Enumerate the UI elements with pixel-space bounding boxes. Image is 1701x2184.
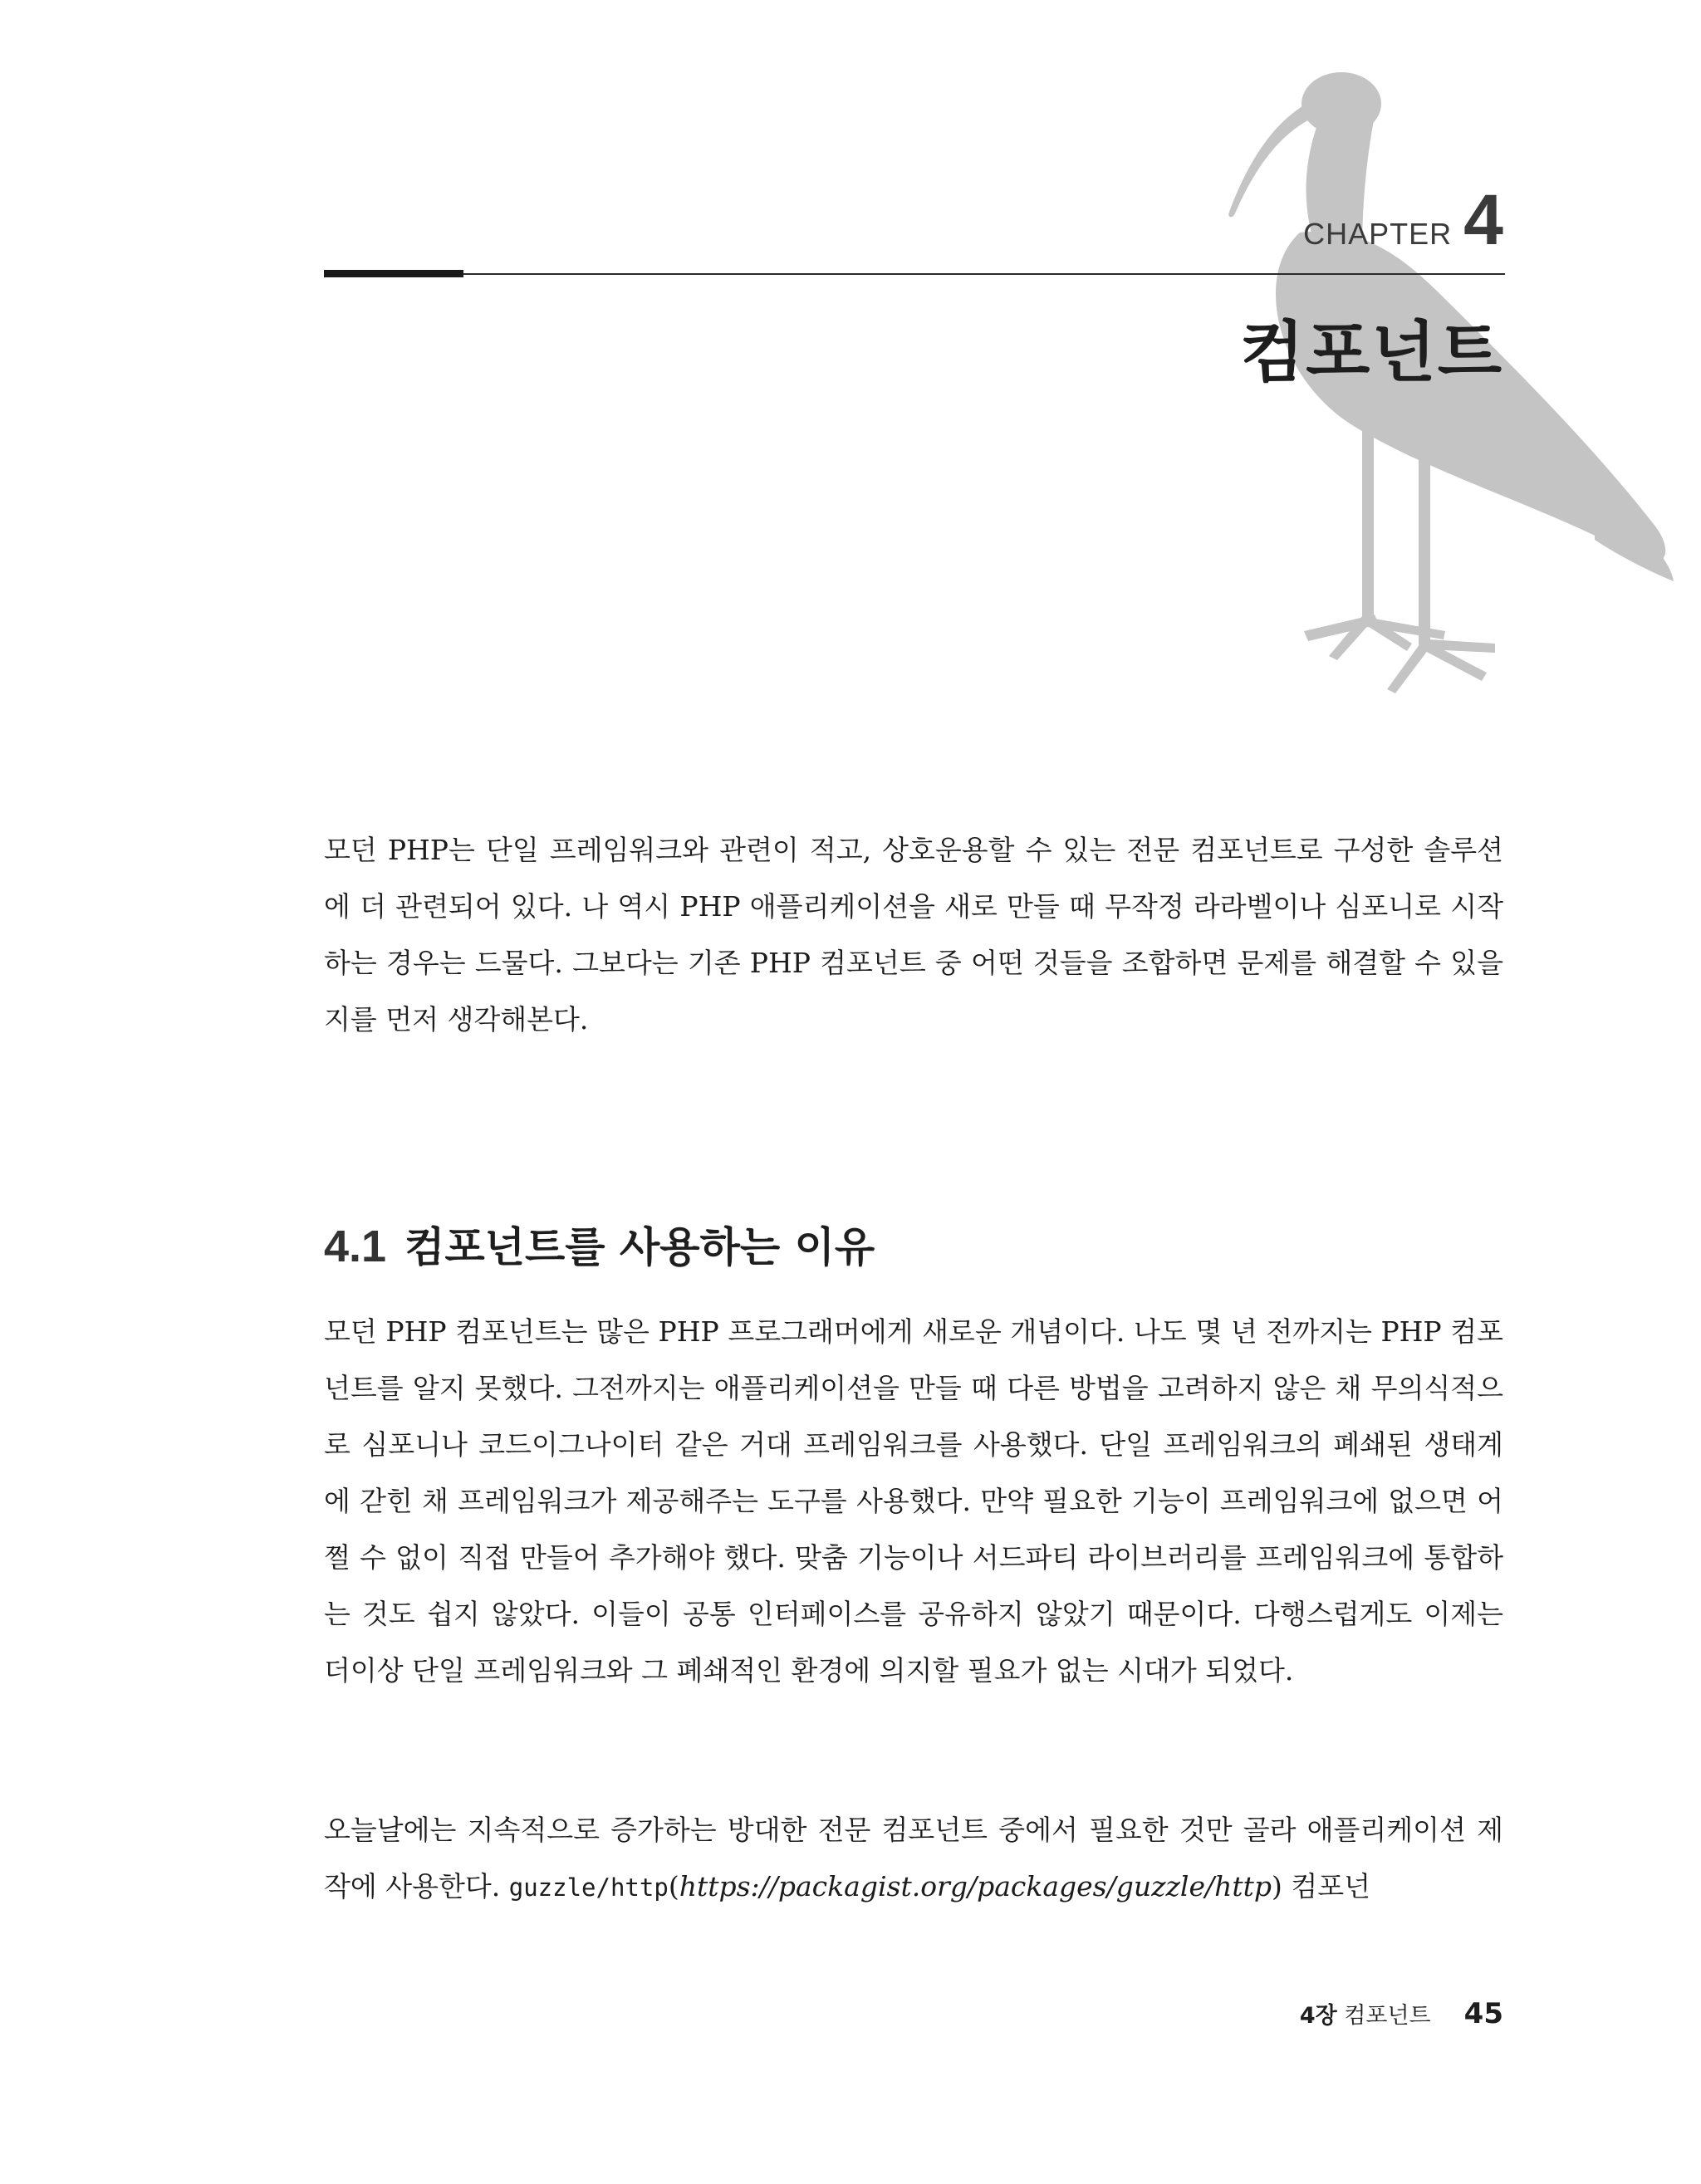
section-body <box>324 1304 1503 1699</box>
chapter-rule-accent <box>324 270 463 277</box>
section-title-text: 컴포넌트를 사용하는 이유 <box>404 1223 875 1271</box>
footer-chapter-title: 컴포넌트 <box>1344 2003 1431 2029</box>
paragraph-2-end: 컴포넌 <box>1282 1870 1370 1902</box>
paragraph-2-start: 오늘날에는 지속적으로 증가하는 방대한 전문 컴포넌트 중에서 필요한 것만 골라 애플리케이션 제작에 사용한다. <box>324 1814 1503 1902</box>
code-package-name: guzzle/http <box>508 1873 669 1902</box>
intro-section <box>324 822 1503 1048</box>
footer-chapter-number: 4장 <box>1299 2003 1337 2029</box>
section-body-continued <box>324 1802 1503 1916</box>
section-paragraph-1: 모던 PHP 컴포넌트는 많은 PHP 프로그래머에게 새로운 개념이다. 나도 몇 년 전까지는 PHP 컴포넌트를 알지 못했다. 그전까지는 애플리케이션을 만들 때 다른 방법을 고려하지 않은 채 무의식적으로 심포니나 코드이그나이터 같은 거대 프레임워크를 사용했다. 단일 프레임워크의 폐쇄된 생태계에 갇힌 채 프레임워크가 제공해주는 도구를 사용했다. 만약 필요한 기능이 프레임워크에 없으면 어쩔 수 없이 직접 만들어 추가해야 했다. 맞춤 기능이나 서드파티 라이브러리를 프레임워크에 통합하는 것도 쉽지 않았다. 이들이 공통 인터페이스를 공유하지 않았기 때문이다. 다행스럽게도 이제는 더이상 단일 프레임워크와 그 폐쇄적인 환경에 의지할 필요가 없는 시대가 되었다. <box>324 1315 1503 1687</box>
chapter-label <box>1303 180 1503 260</box>
chapter-number: 4 <box>1463 180 1503 260</box>
chapter-word: CHAPTER <box>1303 217 1453 251</box>
section-heading <box>324 1214 875 1274</box>
page-footer <box>1300 1997 1503 2030</box>
chapter-rule <box>324 273 1505 275</box>
chapter-title: 컴포넌트 <box>1239 314 1503 391</box>
footer-chapter <box>1300 1997 1431 2030</box>
intro-paragraph: 모던 PHP는 단일 프레임워크와 관련이 적고, 상호운용할 수 있는 전문 컴포넌트로 구성한 솔루션에 더 관련되어 있다. 나 역시 PHP 애플리케이션을 새로 만들 때 무작정 라라벨이나 심포니로 시작하는 경우는 드물다. 그보다는 기존 PHP 컴포넌트 중 어떤 것들을 조합하면 문제를 해결할 수 있을지를 먼저 생각해본다. <box>324 834 1503 1036</box>
package-url-link[interactable]: https://packagist.org/packages/guzzle/http <box>679 1870 1272 1902</box>
section-number: 4.1 <box>324 1222 387 1271</box>
page-number: 45 <box>1463 1997 1503 2030</box>
section-paragraph-2: 오늘날에는 지속적으로 증가하는 방대한 전문 컴포넌트 중에서 필요한 것만 골라 애플리케이션 제작에 사용한다. guzzle/http(https://packagist.org/packages/guzzle/http) 컴포넌 <box>324 1814 1503 1902</box>
